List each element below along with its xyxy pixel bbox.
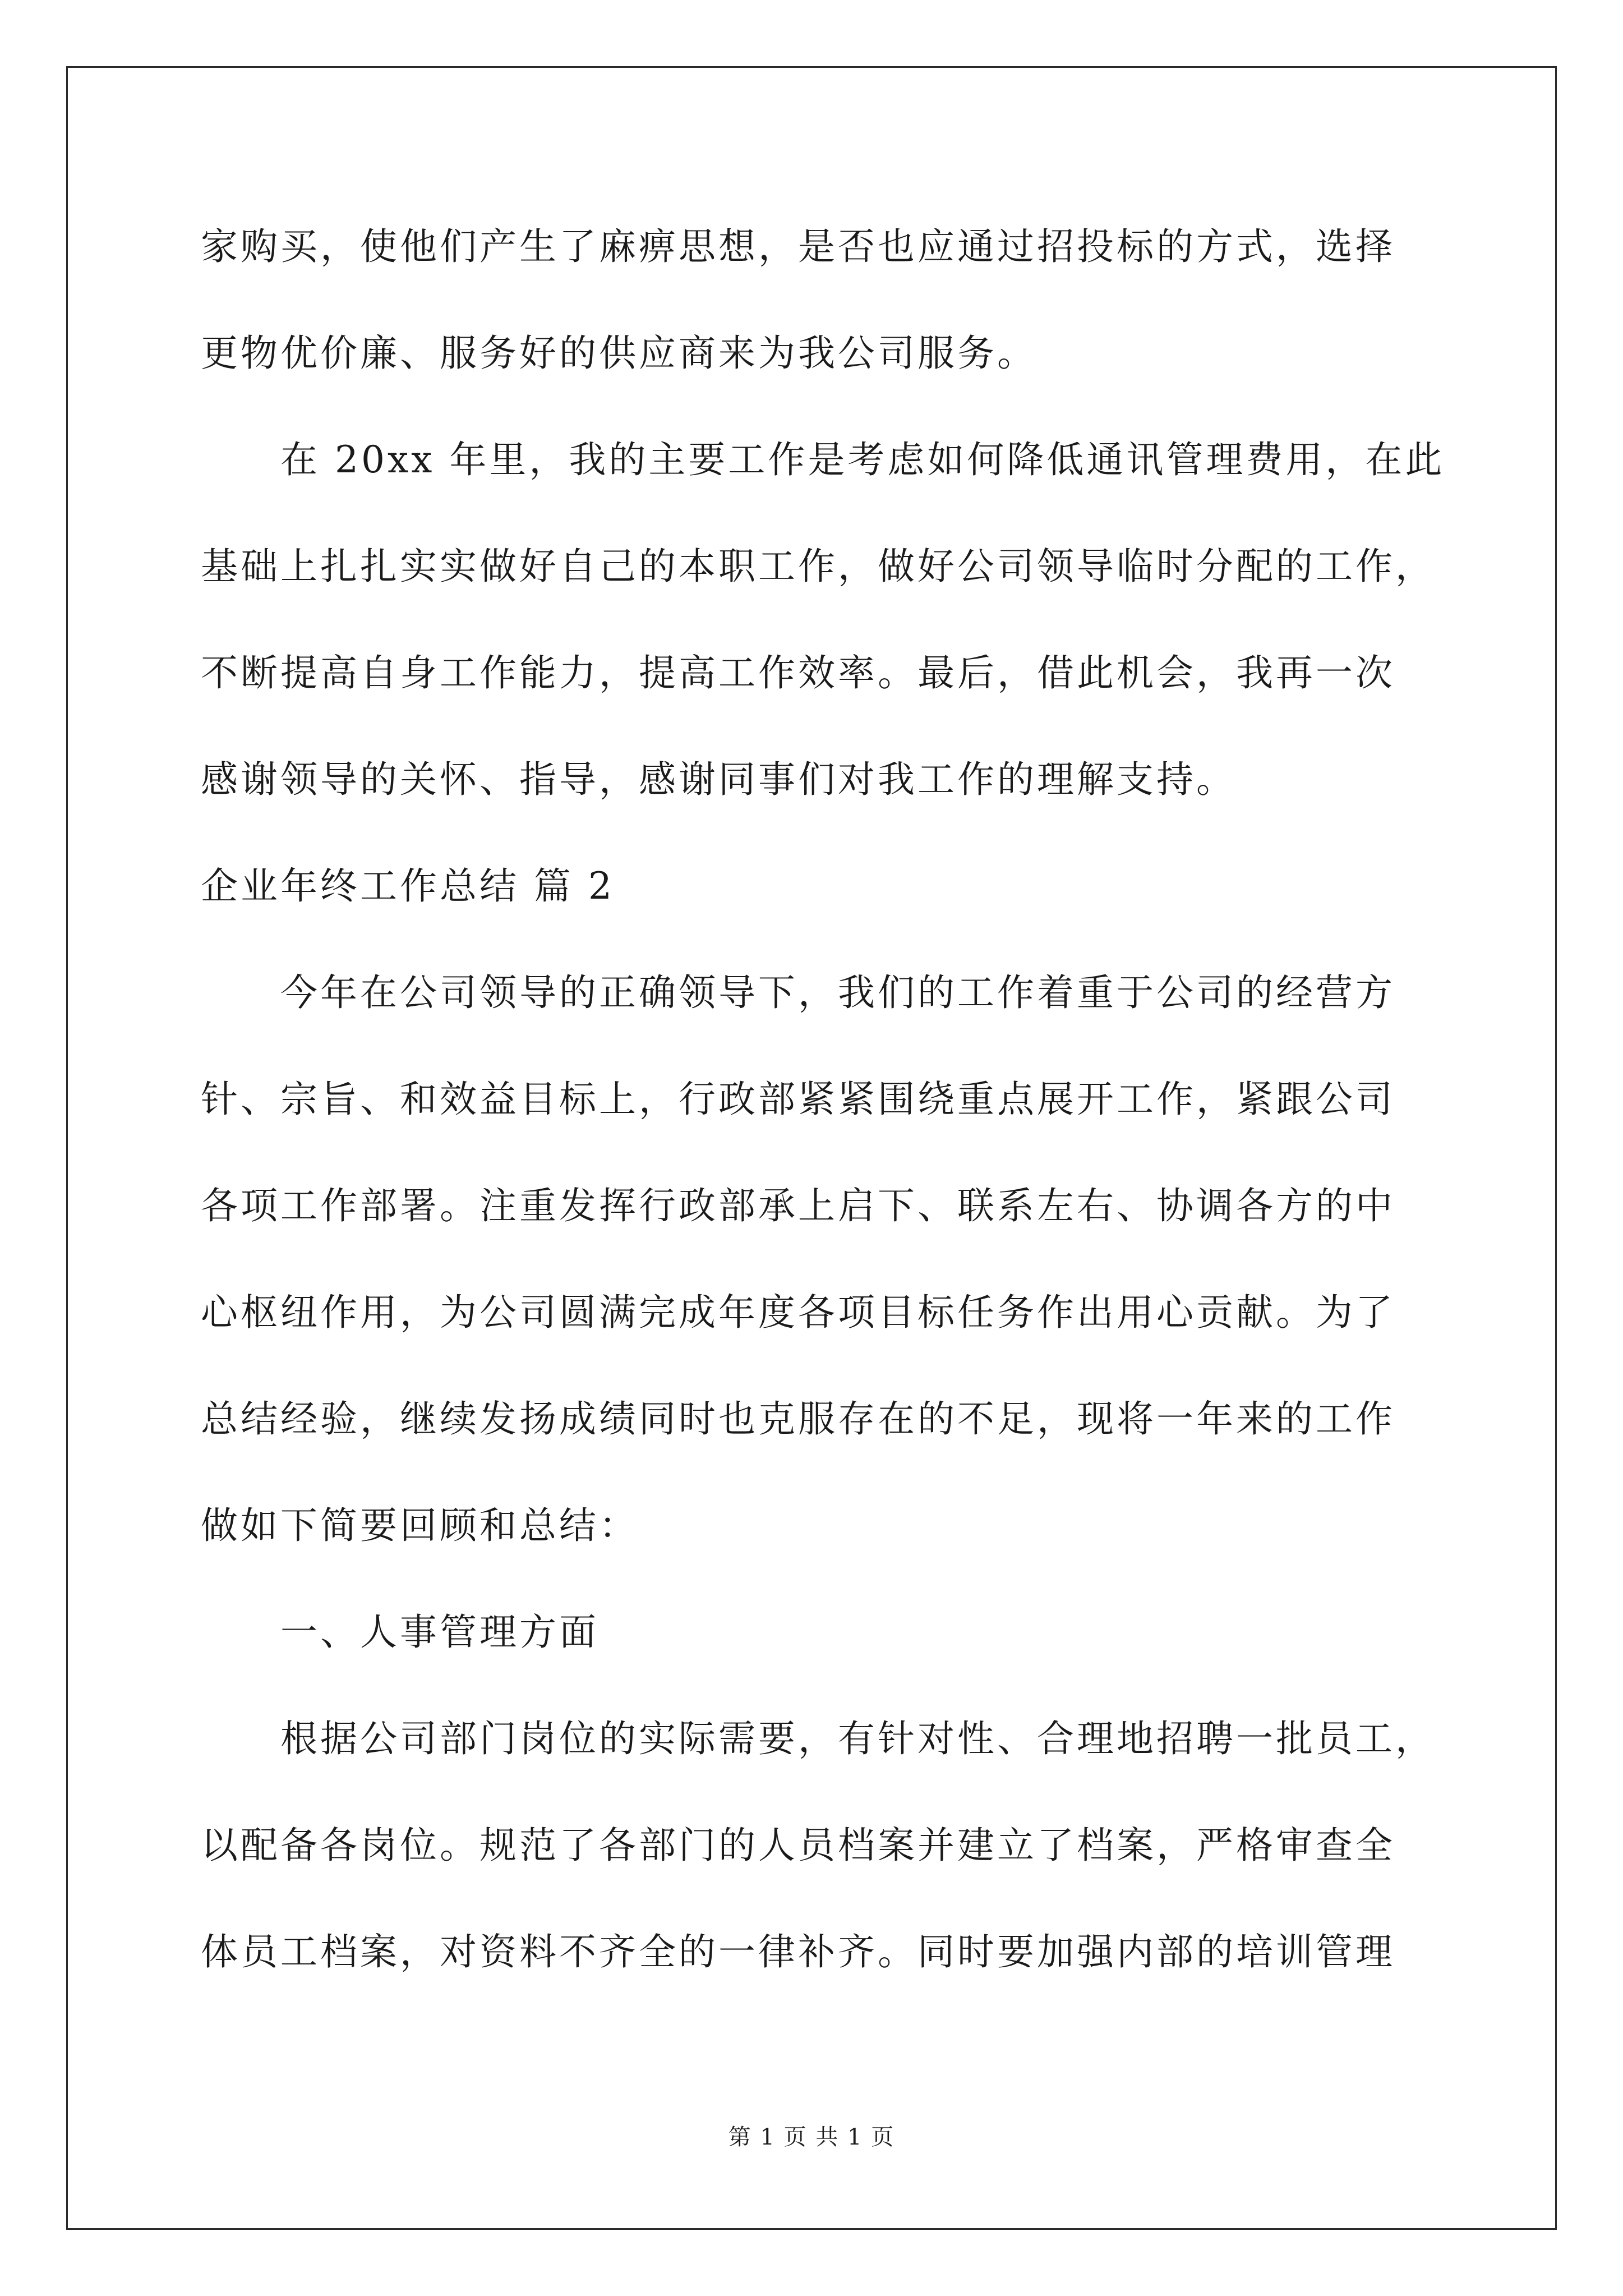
body-text-line: 以配备各岗位。规范了各部门的人员档案并建立了档案，严格审查全	[201, 1824, 1395, 1867]
body-text-line: 更物优价廉、服务好的供应商来为我公司服务。	[201, 332, 1037, 375]
body-text-line: 心枢纽作用，为公司圆满完成年度各项目标任务作出用心贡献。为了	[201, 1291, 1395, 1334]
body-text-line: 基础上扎扎实实做好自己的本职工作，做好公司领导临时分配的工作，	[201, 545, 1435, 588]
page-footer: 第 1 页 共 1 页	[728, 2124, 895, 2150]
subsection-heading: 一、人事管理方面	[280, 1611, 599, 1654]
body-text-line: 感谢领导的关怀、指导，感谢同事们对我工作的理解支持。	[201, 758, 1236, 801]
page-border	[66, 66, 1557, 2230]
paragraph-first-line: 在 20xx 年里，我的主要工作是考虑如何降低通讯管理费用，在此	[280, 438, 1445, 481]
body-text-line: 体员工档案，对资料不齐全的一律补齐。同时要加强内部的培训管理	[201, 1930, 1395, 1973]
paragraph-first-line: 今年在公司领导的正确领导下，我们的工作着重于公司的经营方	[280, 971, 1395, 1014]
paragraph-first-line: 根据公司部门岗位的实际需要，有针对性、合理地招聘一批员工，	[280, 1717, 1435, 1760]
section-heading: 企业年终工作总结 篇 2	[201, 864, 615, 908]
body-text-line: 做如下简要回顾和总结：	[201, 1504, 639, 1547]
body-text-line: 针、宗旨、和效益目标上，行政部紧紧围绕重点展开工作，紧跟公司	[201, 1078, 1395, 1121]
body-text-line: 总结经验，继续发扬成绩同时也克服存在的不足，现将一年来的工作	[201, 1397, 1395, 1441]
body-text-line: 家购买，使他们产生了麻痹思想，是否也应通过招投标的方式，选择	[201, 225, 1395, 268]
body-text-line: 各项工作部署。注重发挥行政部承上启下、联系左右、协调各方的中	[201, 1184, 1395, 1227]
body-text-line: 不断提高自身工作能力，提高工作效率。最后，借此机会，我再一次	[201, 651, 1395, 694]
